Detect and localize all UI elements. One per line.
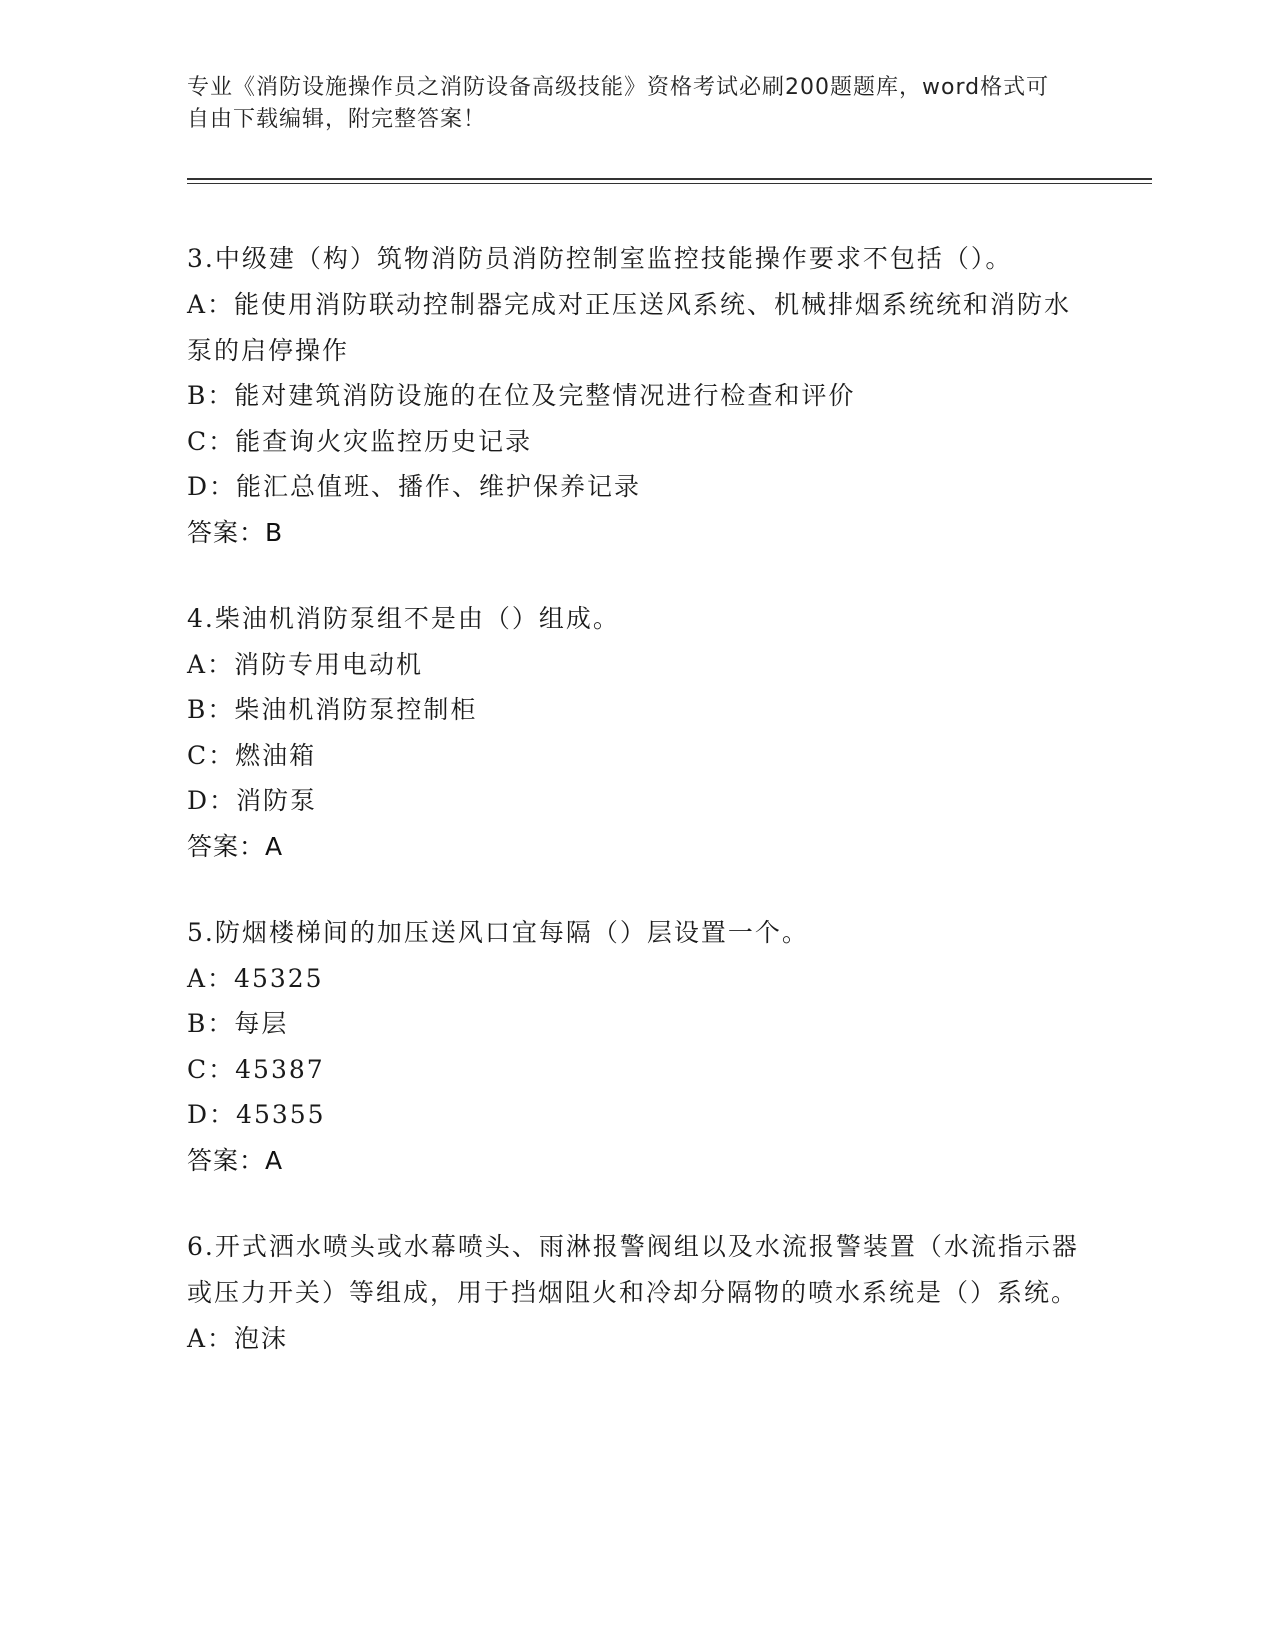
question-4 [187, 596, 1087, 870]
document-header: 专业《消防设施操作员之消防设备高级技能》资格考试必刷200题题库，word格式可自由下载编辑，附完整答案！ [187, 75, 1050, 132]
option-c: C：45387 [187, 1054, 325, 1084]
option-a: A：45325 [187, 963, 324, 993]
question-stem: 4.柴油机消防泵组不是由（）组成。 [187, 603, 620, 633]
option-d: D：45355 [187, 1100, 326, 1129]
option-b: B：柴油机消防泵控制柜 [187, 695, 478, 724]
option-b: B：能对建筑消防设施的在位及完整情况进行检查和评价 [187, 381, 856, 410]
option-d: D：能汇总值班、播作、维护保养记录 [187, 472, 642, 501]
answer: 答案：A [187, 1145, 284, 1175]
option-d: D：消防泵 [187, 786, 318, 815]
header-divider-thick [187, 178, 1152, 180]
answer: 答案：A [187, 831, 284, 861]
option-b: B：每层 [187, 1009, 289, 1038]
question-stem: 6.开式洒水喷头或水幕喷头、雨淋报警阀组以及水流报警装置（水流指示器或压力开关）等组成，用于挡烟阻火和冷却分隔物的喷水系统是（）系统。 [187, 1231, 1079, 1307]
option-a: A：消防专用电动机 [187, 649, 424, 679]
question-5 [187, 910, 1087, 1184]
question-stem: 5.防烟楼梯间的加压送风口宜每隔（）层设置一个。 [187, 917, 809, 947]
question-list [187, 236, 1087, 1401]
answer: 答案：B [187, 517, 284, 547]
option-a: A：能使用消防联动控制器完成对正压送风系统、机械排烟系统统和消防水泵的启停操作 [187, 290, 1072, 365]
question-3 [187, 236, 1087, 556]
option-c: C：燃油箱 [187, 740, 317, 770]
header-divider-thin [187, 183, 1152, 184]
question-6 [187, 1224, 1087, 1362]
question-stem: 3.中级建（构）筑物消防员消防控制室监控技能操作要求不包括（）。 [187, 244, 1013, 273]
option-c: C：能查询火灾监控历史记录 [187, 426, 533, 456]
option-a: A：泡沫 [187, 1323, 289, 1353]
